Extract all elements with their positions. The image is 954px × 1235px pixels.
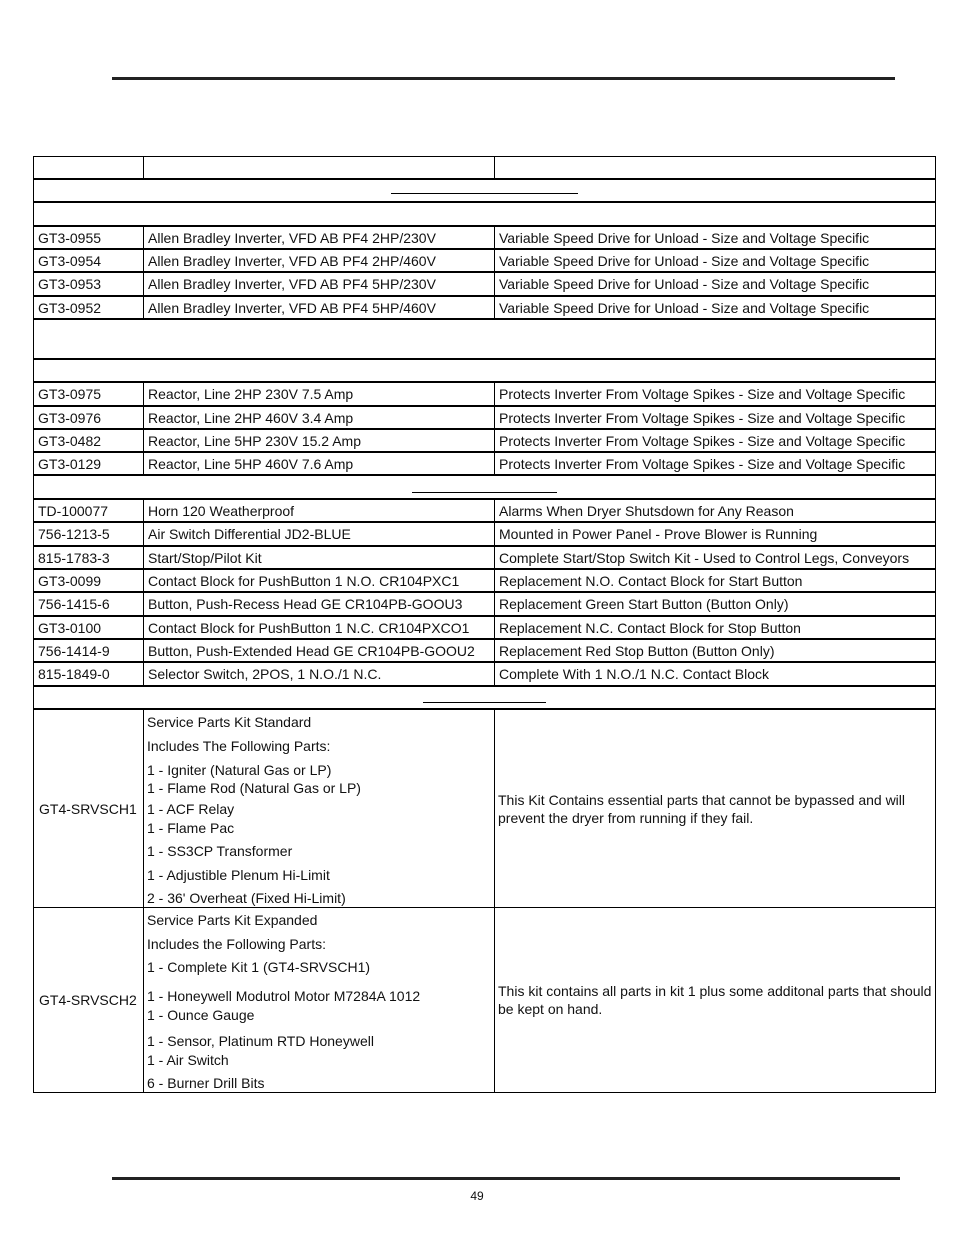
part-use: Variable Speed Drive for Unload - Size and Voltage Specific (494, 296, 936, 319)
section-heading (33, 686, 936, 709)
kit-line: 1 - ACF Relay (147, 801, 235, 817)
table-row (33, 662, 936, 686)
header-cell-part (33, 156, 144, 179)
blank-row (33, 359, 936, 382)
table-header-row (33, 156, 936, 179)
part-description: Reactor, Line 5HP 230V 15.2 Amp (143, 429, 495, 452)
table-row (33, 499, 936, 522)
part-use: Variable Speed Drive for Unload - Size and Voltage Specific (494, 226, 936, 249)
kit-part-number: GT4-SRVSCH1 (33, 709, 144, 908)
table-row (33, 522, 936, 546)
table-row (33, 429, 936, 452)
section-heading-row (33, 686, 936, 709)
part-description: Button, Push-Recess Head GE CR104PB-GOOU3 (143, 592, 495, 616)
part-description: Horn 120 Weatherproof (143, 499, 495, 522)
kit-line: 1 - Complete Kit 1 (GT4-SRVSCH1) (147, 959, 371, 975)
part-number: 756-1415-6 (33, 592, 144, 616)
table-row (33, 546, 936, 569)
part-description: Contact Block for PushButton 1 N.O. CR104PXC1 (143, 569, 495, 592)
kit-line: 1 - Flame Rod (Natural Gas or LP) (147, 780, 361, 796)
table-row (33, 272, 936, 296)
kit-line: 1 - Igniter (Natural Gas or LP) (147, 762, 332, 778)
kit-row (33, 709, 936, 908)
part-description: Allen Bradley Inverter, VFD AB PF4 5HP/230V (143, 272, 495, 296)
table-row (33, 616, 936, 639)
kit-line: 1 - SS3CP Transformer (147, 843, 293, 859)
table-row (33, 569, 936, 592)
part-number: 756-1414-9 (33, 639, 144, 662)
part-use: Complete With 1 N.O./1 N.C. Contact Block (494, 662, 936, 686)
kit-line: 1 - Sensor, Platinum RTD Honeywell (147, 1033, 374, 1049)
header-cell-description (143, 156, 495, 179)
part-number: GT3-0954 (33, 249, 144, 272)
kit-use: This Kit Contains essential parts that cannot be bypassed and will prevent the dryer from running if they fail. (494, 709, 936, 908)
blank-cell (33, 202, 936, 226)
section-heading-row (33, 475, 936, 499)
footer-rule (112, 1177, 900, 1180)
section-heading (33, 179, 936, 202)
part-number: GT3-0953 (33, 272, 144, 296)
kit-contents (143, 709, 495, 908)
kit-use: This kit contains all parts in kit 1 plus some additonal parts that should be kept on hand. (494, 907, 936, 1093)
table-row (33, 592, 936, 616)
section-heading-row (33, 179, 936, 202)
section-heading-underline (391, 193, 578, 194)
part-use: Mounted in Power Panel - Prove Blower is Running (494, 522, 936, 546)
blank-cell (33, 319, 936, 359)
part-description: Allen Bradley Inverter, VFD AB PF4 2HP/460V (143, 249, 495, 272)
kit-line: 1 - Honeywell Modutrol Motor M7284A 1012 (147, 988, 421, 1004)
part-description: Reactor, Line 2HP 230V 7.5 Amp (143, 382, 495, 406)
part-use: Protects Inverter From Voltage Spikes - Size and Voltage Specific (494, 429, 936, 452)
kit-line: 2 - 36' Overheat (Fixed Hi-Limit) (147, 890, 346, 906)
part-use: Variable Speed Drive for Unload - Size and Voltage Specific (494, 272, 936, 296)
part-description: Air Switch Differential JD2-BLUE (143, 522, 495, 546)
part-number: GT3-0100 (33, 616, 144, 639)
part-description: Start/Stop/Pilot Kit (143, 546, 495, 569)
part-description: Button, Push-Extended Head GE CR104PB-GOOU2 (143, 639, 495, 662)
part-use: Protects Inverter From Voltage Spikes - Size and Voltage Specific (494, 452, 936, 475)
part-description: Selector Switch, 2POS, 1 N.O./1 N.C. (143, 662, 495, 686)
part-use: Complete Start/Stop Switch Kit - Used to Control Legs, Conveyors (494, 546, 936, 569)
part-number: 815-1849-0 (33, 662, 144, 686)
part-number: GT3-0099 (33, 569, 144, 592)
page-number: 49 (470, 1189, 484, 1203)
table-row (33, 382, 936, 406)
table-row (33, 249, 936, 272)
part-use: Replacement N.O. Contact Block for Start Button (494, 569, 936, 592)
kit-line: 1 - Air Switch (147, 1052, 229, 1068)
section-heading-underline (423, 702, 546, 703)
part-number: GT3-0482 (33, 429, 144, 452)
kit-line: Service Parts Kit Standard (147, 714, 312, 730)
header-rule (112, 77, 895, 80)
part-use: Variable Speed Drive for Unload - Size and Voltage Specific (494, 249, 936, 272)
blank-cell (33, 359, 936, 382)
kit-line: Includes The Following Parts: (147, 738, 331, 754)
kit-line: 1 - Flame Pac (147, 820, 235, 836)
section-heading (33, 475, 936, 499)
kit-line: 1 - Adjustible Plenum Hi-Limit (147, 867, 330, 883)
blank-row (33, 202, 936, 226)
part-number: TD-100077 (33, 499, 144, 522)
part-number: GT3-0952 (33, 296, 144, 319)
table-row (33, 406, 936, 429)
table-row (33, 296, 936, 319)
part-description: Reactor, Line 5HP 460V 7.6 Amp (143, 452, 495, 475)
kit-contents (143, 907, 495, 1093)
part-number: GT3-0975 (33, 382, 144, 406)
blank-row (33, 319, 936, 359)
part-number: 815-1783-3 (33, 546, 144, 569)
part-use: Replacement Green Start Button (Button Only) (494, 592, 936, 616)
part-number: 756-1213-5 (33, 522, 144, 546)
kit-line: 6 - Burner Drill Bits (147, 1075, 265, 1091)
table-row (33, 226, 936, 249)
kit-part-number: GT4-SRVSCH2 (33, 907, 144, 1093)
table-row (33, 639, 936, 662)
part-use: Replacement Red Stop Button (Button Only) (494, 639, 936, 662)
part-description: Reactor, Line 2HP 460V 3.4 Amp (143, 406, 495, 429)
part-use: Protects Inverter From Voltage Spikes - Size and Voltage Specific (494, 382, 936, 406)
section-heading-underline (412, 492, 557, 493)
part-use: Alarms When Dryer Shutsdown for Any Reason (494, 499, 936, 522)
part-number: GT3-0976 (33, 406, 144, 429)
part-use: Protects Inverter From Voltage Spikes - Size and Voltage Specific (494, 406, 936, 429)
part-description: Contact Block for PushButton 1 N.C. CR104PXCO1 (143, 616, 495, 639)
kit-row (33, 907, 936, 1093)
header-cell-use (494, 156, 936, 179)
kit-line: Includes the Following Parts: (147, 936, 326, 952)
part-description: Allen Bradley Inverter, VFD AB PF4 5HP/460V (143, 296, 495, 319)
part-number: GT3-0129 (33, 452, 144, 475)
part-number: GT3-0955 (33, 226, 144, 249)
kit-line: Service Parts Kit Expanded (147, 912, 318, 928)
part-use: Replacement N.C. Contact Block for Stop Button (494, 616, 936, 639)
kit-line: 1 - Ounce Gauge (147, 1007, 255, 1023)
part-description: Allen Bradley Inverter, VFD AB PF4 2HP/230V (143, 226, 495, 249)
table-row (33, 452, 936, 475)
